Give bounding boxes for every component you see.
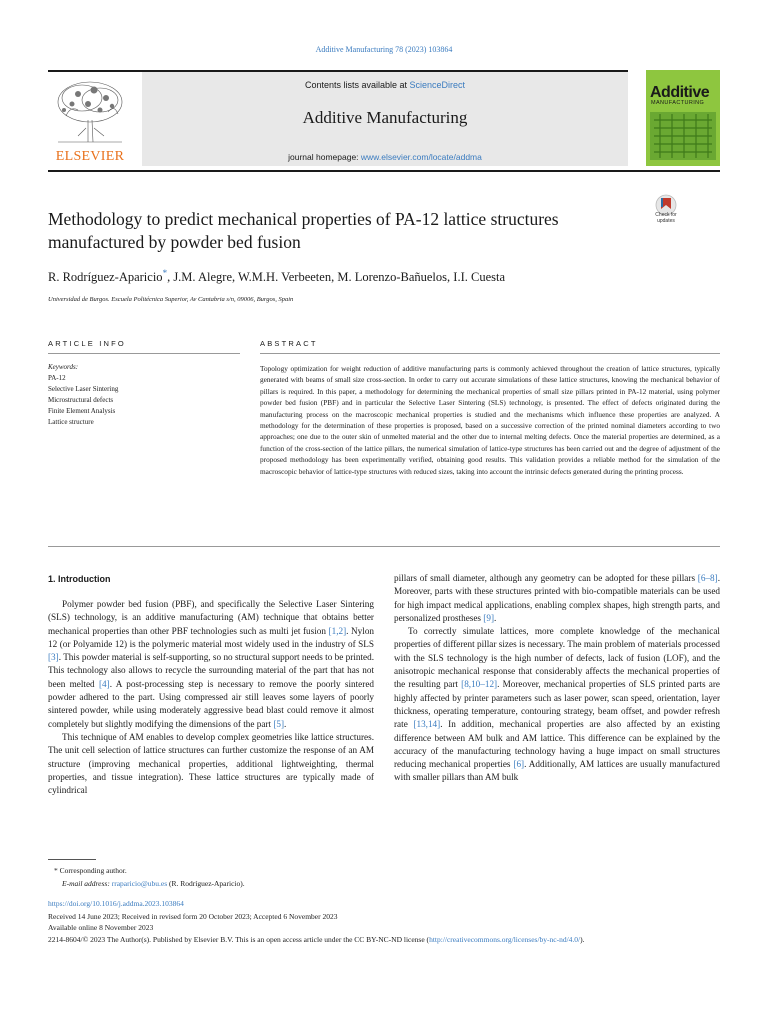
homepage-line (142, 152, 628, 162)
cover-title: Additive (650, 84, 710, 101)
email-footnote (62, 879, 245, 888)
received-dates: Received 14 June 2023; Received in revised form 20 October 2023; Accepted 6 November 2023 (48, 912, 338, 921)
citation-link[interactable]: [13,14] (413, 719, 441, 730)
check-for-updates-label: Check for updates (655, 212, 677, 224)
paragraph: This technique of AM enables to develop complex geometries like lattice structures. The unit cell selection of lattice structures can further customize the response of an AM structure (improving mechanical properties, additional lightweighting, thermal properties, and tissue integration). These lattice structures are typically made of cylindrical (48, 731, 374, 796)
author-separator: , (232, 270, 239, 285)
paragraph-text: . (284, 718, 287, 729)
journal-name: Additive Manufacturing (302, 108, 468, 127)
section-heading-introduction: 1. Introduction (48, 574, 111, 584)
license-suffix: ). (580, 935, 585, 944)
abstract-rule (260, 353, 720, 354)
author-separator: , (447, 270, 454, 285)
footnote-text: Corresponding author. (59, 866, 127, 875)
corresponding-author-mark[interactable]: * (162, 268, 168, 278)
paragraph-text: . Nylon 12 (or Polyamide 12) is the polymeric material most widely used in the industry of SLS (48, 625, 375, 649)
article-info-heading: ARTICLE INFO (48, 339, 126, 348)
doi-link[interactable]: https://doi.org/10.1016/j.addma.2023.103864 (48, 899, 184, 908)
contents-line (142, 80, 628, 90)
author-name[interactable]: R. Rodríguez-Aparicio (48, 270, 163, 285)
citation-link[interactable]: [5] (273, 718, 285, 729)
license-line (48, 934, 720, 945)
paragraph-text: . This powder material is self-supporting, so no structural support needs to be printed. This technology also allows to recycle the surrounding material of the part that has not been melted (48, 652, 374, 689)
keyword: Finite Element Analysis (48, 407, 116, 415)
citation-link[interactable]: [9] (483, 612, 495, 623)
author-list (48, 268, 728, 285)
abstract-text: Topology optimization for weight reduction of additive manufacturing parts is commonly achieved throughout the creation of lattice structures, typically generated with beams of small size cross-section. In order to carry out accurate simulations of these lattice structures, knowing the mechanical behavior of pillars is required. In this paper, a methodology for determining the mechanical properties of small size pillars printed in PA-12 material, using polymer powder bed fusion (PBF) and in particular the Selective Laser Sintering (SLS) technology, is presented. The effect of defects originated during the manufacturing process on the macroscopic mechanical properties is studied and the mechanisms which influence these properties are analyzed. A methodology for the determination of these properties is proposed, based on a successive correction of the printed nominal diameters according to two approaches; one due to the outer skin of unmelted material and the other due to internal melting defects. Once the material properties are determined, as a function of the cross-section of the lattice pillars, the numerical simulation of lattice-type structures has been carried out and the degree of adjustment of the proposed methodology has been experimentally verified, obtaining good results. This validation provides a reliable method for the simulation of the macroscopic behavior of lattice-type structures with reduced sizes, taking into account the intrinsic defects generated during the printing process. (260, 364, 720, 476)
author-name[interactable]: M. Lorenzo-Bañuelos (337, 270, 448, 285)
cover-subtitle: MANUFACTURING (651, 100, 705, 106)
affiliation: Universidad de Burgos. Escuela Politécnica Superior, Av Cantabria s/n, 09006, Burgos, Spain (48, 296, 294, 303)
paragraph-text: pillars of small diameter, although any geometry can be adopted for these pillars (394, 573, 698, 583)
article-info-rule (48, 353, 240, 354)
author-name[interactable]: W.M.H. Verbeeten (238, 270, 332, 285)
footnote-mark: * (54, 866, 58, 875)
paragraph-text: Polymer powder bed fusion (PBF), and specifically the Selective Laser Sintering (SLS) technology, is an additive manufacturing (AM) technique that obtains better mechanical properties than other PBF technologies such as multi jet fusion (48, 599, 374, 636)
author-separator: , (167, 270, 174, 285)
article-title: Methodology to predict mechanical properties of PA-12 lattice structures manufactured by powder bed fusion (48, 209, 559, 252)
citation-link[interactable]: [3] (48, 652, 59, 663)
footnote-rule (48, 859, 96, 860)
sciencedirect-link[interactable]: ScienceDirect (409, 80, 466, 90)
keyword: Microstructural defects (48, 396, 114, 404)
paragraph-text: . Moreover, parts with these structures printed with bio-compatible materials can be used for high impact medical applications, enabling complex shapes, high strength parts, and personalized prostheses (394, 573, 720, 623)
paragraph (394, 572, 720, 625)
paragraph-text: . Additionally, AM lattices are usually manufactured with smaller pillars than AM bulk (394, 759, 720, 783)
abstract-heading: ABSTRACT (260, 339, 318, 348)
keywords-label: Keywords: (48, 363, 79, 371)
homepage-prefix: journal homepage: (288, 152, 361, 162)
citation-link[interactable]: [8,10–12] (461, 679, 498, 690)
keyword: Lattice structure (48, 418, 94, 426)
body-column-left (48, 598, 374, 797)
available-online: Available online 8 November 2023 (48, 923, 154, 932)
citation-link[interactable]: [6] (513, 759, 525, 770)
journal-citation[interactable]: Additive Manufacturing 78 (2023) 103864 (315, 45, 453, 54)
body-column-right (394, 572, 720, 785)
homepage-link[interactable]: www.elsevier.com/locate/addma (360, 152, 482, 162)
email-link[interactable]: rraparicio@ubu.es (111, 879, 168, 888)
paragraph-text: . A post-processing step is necessary to remove the poorly sintered powder adhered to the part. Using compressed air still leaves some layers of poorly sintered powder, while using moderately aggressive bead blast could remove it almost completely but slightly modifying the dimensions of the part (48, 678, 374, 729)
corresponding-footnote (54, 866, 127, 875)
paragraph (394, 625, 720, 785)
citation-link[interactable]: [1,2] (328, 625, 347, 636)
author-name[interactable]: I.I. Cuesta (453, 270, 506, 285)
paragraph (48, 598, 374, 731)
paragraph-text: . (494, 612, 497, 623)
citation-link[interactable]: [4] (98, 678, 110, 689)
license-link[interactable]: http://creativecommons.org/licenses/by-nc-nd/4.0/ (429, 935, 581, 944)
keyword: PA-12 (48, 374, 66, 382)
paragraph-text: To correctly simulate lattices, more complete knowledge of the mechanical properties of different pillar sizes is necessary. The main problem of materials processed with the SLS technology is the high number of defects, lack of fusion (LOF), and the anisotropic mechanical response that considerably affects the mechanical properties of the resulting part (394, 626, 720, 690)
contents-prefix: Contents lists available at (304, 80, 410, 90)
author-name[interactable]: J.M. Alegre (173, 270, 232, 285)
abstract-bottom-rule (48, 546, 720, 547)
keyword: Selective Laser Sintering (48, 385, 119, 393)
email-owner: (R. Rodríguez-Aparicio). (167, 879, 245, 888)
paragraph-text: . In addition, mechanical properties are also affected by an existing difference between AM bulk and AM lattice. This difference can be explained by the accuracy of the manufacturing technology having a huge impact on small structures reducing mechanical properties (394, 719, 720, 770)
email-label: E-mail address: (62, 879, 112, 888)
license-text: 2214-8604/© 2023 The Author(s). Published by Elsevier B.V. This is an open access article under the CC BY-NC-ND license ( (48, 935, 430, 944)
author-separator: , (331, 270, 338, 285)
masthead-bottom-rule (48, 170, 720, 172)
citation-link[interactable]: [6–8] (697, 573, 718, 583)
paragraph-text: . Moreover, mechanical properties of SLS printed parts are highly affected by printer parameters such as laser power, scan speed, orientation, layer thickness, operating temperature, contouring strategy, beam offset, and powder refresh rate (394, 679, 720, 730)
elsevier-wordmark: ELSEVIER (55, 149, 125, 164)
